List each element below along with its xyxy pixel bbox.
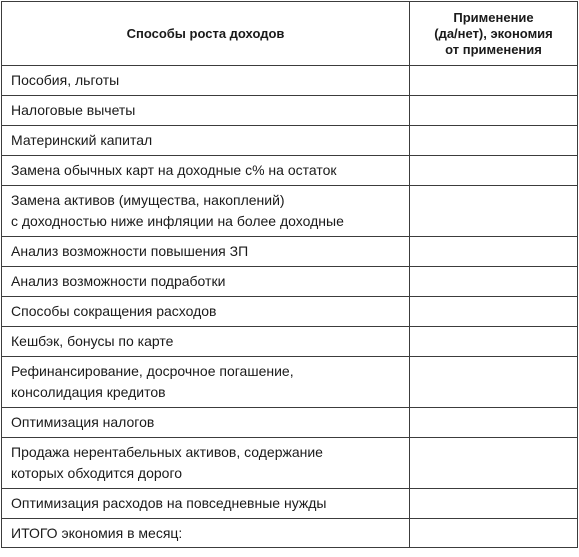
header-method-label: Способы роста доходов	[126, 25, 285, 41]
row-label-line: которых обходится дорого	[11, 465, 183, 481]
apply-cell[interactable]	[410, 297, 578, 327]
apply-cell[interactable]	[410, 126, 578, 156]
header-apply-line: Применение	[453, 9, 534, 25]
table-row	[2, 357, 578, 408]
apply-cell[interactable]	[410, 237, 578, 267]
row-label-line: Кешбэк, бонусы по карте	[11, 333, 174, 349]
row-label-line: Налоговые вычеты	[11, 102, 136, 118]
row-label-line: Анализ возможности повышения ЗП	[11, 243, 249, 259]
apply-cell[interactable]	[410, 96, 578, 126]
apply-cell[interactable]	[410, 186, 578, 237]
header-method	[2, 2, 410, 66]
row-label	[2, 297, 410, 327]
row-label	[2, 327, 410, 357]
header-apply-line: от применения	[445, 41, 542, 57]
table-row	[2, 126, 578, 156]
row-label-line: Оптимизация расходов на повседневные нужды	[11, 495, 327, 511]
total-value-cell[interactable]	[410, 519, 578, 548]
table-row	[2, 489, 578, 519]
apply-cell[interactable]	[410, 408, 578, 438]
row-label-line: с доходностью ниже инфляции на более доходные	[11, 213, 344, 229]
table-row	[2, 438, 578, 489]
total-label-line: ИТОГО экономия в месяц:	[11, 524, 183, 541]
row-label-line: Рефинансирование, досрочное погашение,	[11, 363, 294, 379]
row-label-line: Анализ возможности подработки	[11, 273, 226, 289]
row-label-line: консолидация кредитов	[11, 384, 166, 400]
table-row	[2, 156, 578, 186]
row-label	[2, 156, 410, 186]
row-label	[2, 126, 410, 156]
total-row	[2, 519, 578, 548]
table-row	[2, 267, 578, 297]
table-row	[2, 408, 578, 438]
apply-cell[interactable]	[410, 489, 578, 519]
table-row	[2, 186, 578, 237]
apply-cell[interactable]	[410, 357, 578, 408]
row-label	[2, 186, 410, 237]
table-header-row	[2, 2, 578, 66]
header-apply	[410, 2, 578, 66]
table-row	[2, 297, 578, 327]
row-label-line: Замена обычных карт на доходные с% на остаток	[11, 162, 337, 178]
apply-cell[interactable]	[410, 327, 578, 357]
row-label	[2, 438, 410, 489]
table-row	[2, 237, 578, 267]
apply-cell[interactable]	[410, 66, 578, 96]
apply-cell[interactable]	[410, 156, 578, 186]
row-label	[2, 237, 410, 267]
row-label-line: Материнский капитал	[11, 132, 153, 148]
total-label	[2, 519, 410, 548]
table-row	[2, 66, 578, 96]
row-label-line: Оптимизация налогов	[11, 414, 155, 430]
row-label-line: Пособия, льготы	[11, 72, 120, 88]
row-label	[2, 357, 410, 408]
table-row	[2, 327, 578, 357]
row-label	[2, 96, 410, 126]
row-label-line: Продажа нерентабельных активов, содержание	[11, 444, 323, 460]
header-apply-line: (да/нет), экономия	[434, 25, 553, 41]
row-label	[2, 489, 410, 519]
row-label	[2, 66, 410, 96]
row-label-line: Способы сокращения расходов	[11, 303, 217, 319]
apply-cell[interactable]	[410, 438, 578, 489]
apply-cell[interactable]	[410, 267, 578, 297]
row-label	[2, 267, 410, 297]
income-growth-table	[1, 1, 578, 548]
row-label	[2, 408, 410, 438]
table-row	[2, 96, 578, 126]
row-label-line: Замена активов (имущества, накоплений)	[11, 192, 285, 208]
